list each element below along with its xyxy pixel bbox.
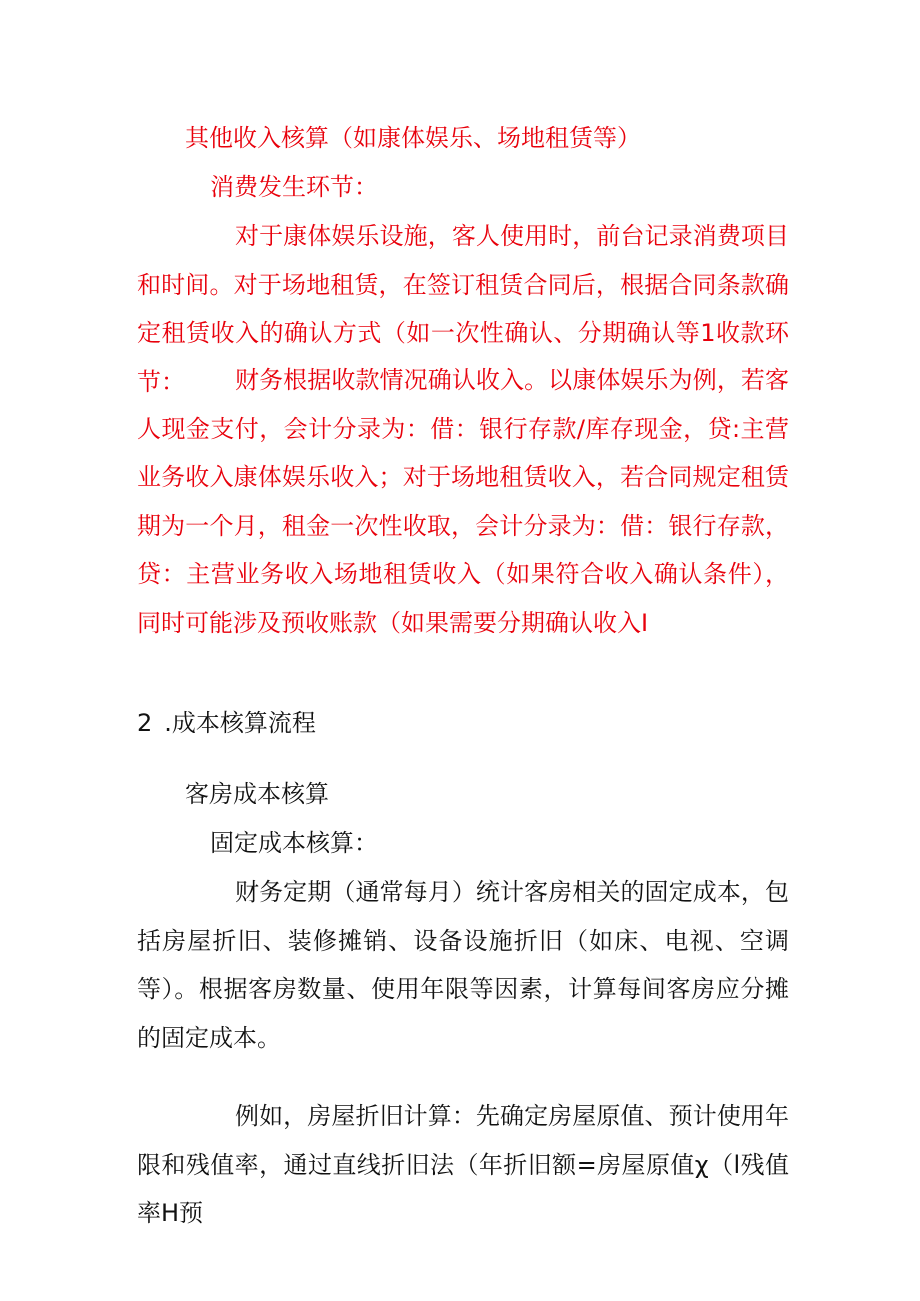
paragraph-fixed-cost: 财务定期（通常每月）统计客房相关的固定成本，包括房屋折旧、装修摊销、设备设施折旧（如床、电视、空调等）。根据客房数量、使用年限等因素，计算每间客房应分摊的固定成本。 xyxy=(137,878,789,1052)
section-heading-other-income: 其他收入核算（如康体娱乐、场地租赁等） xyxy=(185,124,641,152)
paragraph-consumption: 对于康体娱乐设施，客人使用时，前台记录消费项目和时间。对于场地租赁，在签订租赁合同后，根据合同条款确定租赁收入的确认方式（如一次性确认、分期确认等1收款环节： xyxy=(137,222,789,396)
subheading-room-cost: 客房成本核算 xyxy=(185,780,329,808)
paragraph-collection: 财务根据收款情况确认收入。以康体娱乐为例，若客人现金支付，会计分录为：借：银行存款/库存现金，贷:主营业务收入康体娱乐收入；对于场地租赁收入，若合同规定租赁期为一个月，租金一次性收取，会计分录为：借：银行存款，贷：主营业务收入场地租赁收入（如果符合收入确认条件），同时可能涉及预收账款（如果需要分期确认收入I xyxy=(137,366,789,637)
section-heading-cost xyxy=(137,708,316,738)
subheading-consumption: 消费发生环节： xyxy=(210,173,378,201)
section-number: 2 xyxy=(137,709,153,737)
paragraph-depreciation-example: 例如，房屋折旧计算：先确定房屋原值、预计使用年限和残值率，通过直线折旧法（年折旧额=房屋原值χ（l残值率H预 xyxy=(137,1102,789,1227)
subheading-fixed-cost: 固定成本核算： xyxy=(210,829,378,857)
section-title: .成本核算流程 xyxy=(164,709,316,737)
